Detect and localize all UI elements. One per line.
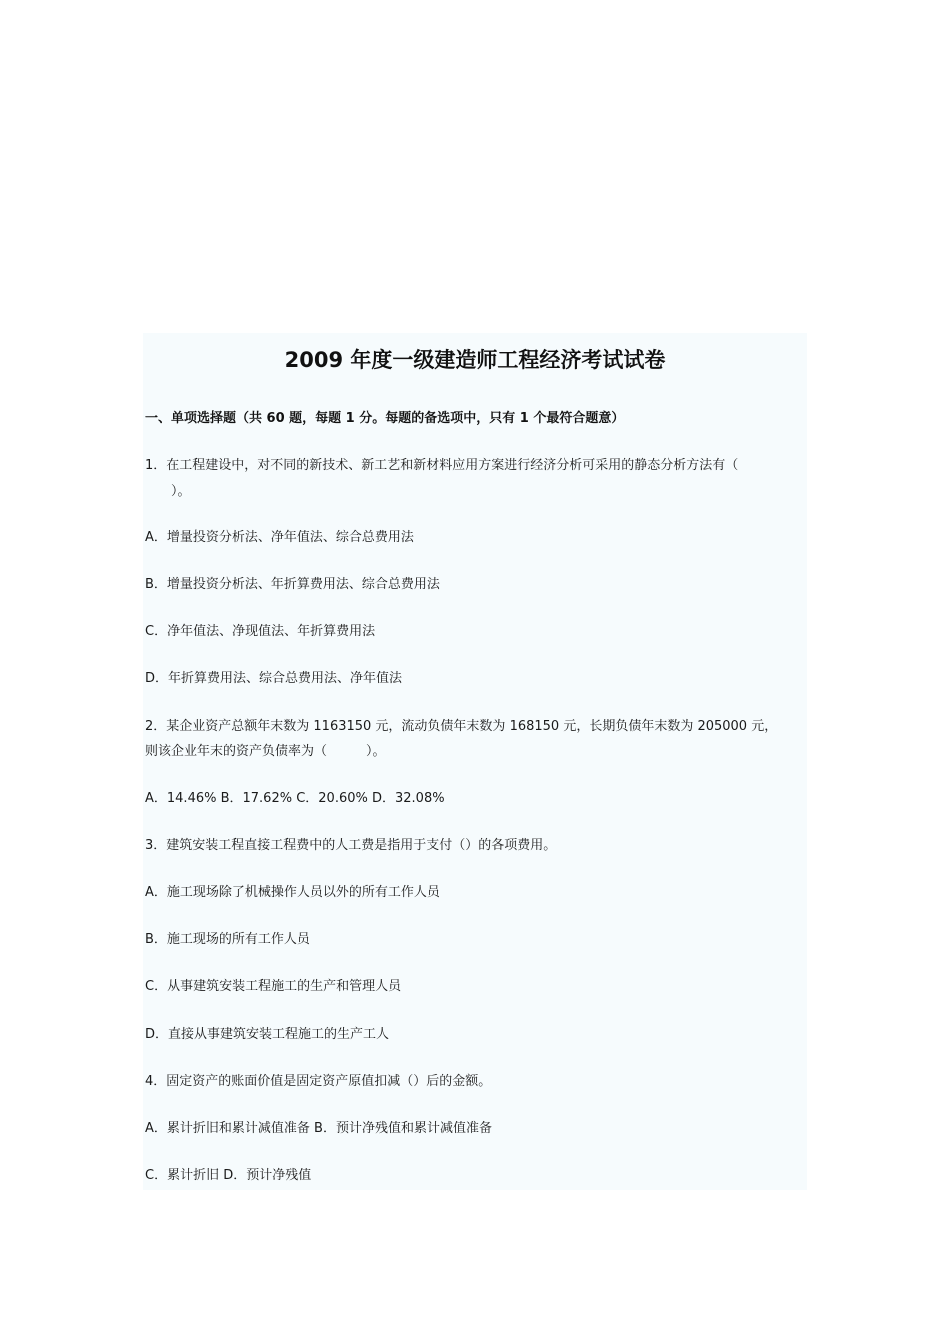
question-1-stem-line-1: 1．在工程建设中，对不同的新技术、新工艺和新材料应用方案进行经济分析可采用的静态分析方法有（ — [145, 458, 739, 473]
question-1-option-b: B．增量投资分析法、年折算费用法、综合总费用法 — [145, 577, 440, 592]
document-title: 2009 年度一级建造师工程经济考试试卷 — [284, 348, 666, 372]
question-1-option-a: A．增量投资分析法、净年值法、综合总费用法 — [145, 530, 414, 545]
question-1-option-c: C．净年值法、净现值法、年折算费用法 — [145, 624, 376, 639]
question-1-stem-line-2: ）。 — [145, 484, 191, 499]
question-4-options-cd: C．累计折旧 D．预计净残值 — [145, 1168, 312, 1183]
question-4-options-ab: A．累计折旧和累计减值准备 B．预计净残值和累计减值准备 — [145, 1121, 492, 1136]
question-3-option-d: D．直接从事建筑安装工程施工的生产工人 — [145, 1027, 390, 1042]
question-1-option-d: D．年折算费用法、综合总费用法、净年值法 — [145, 671, 403, 686]
section-heading: 一、单项选择题（共 60 题，每题 1 分。每题的备选项中，只有 1 个最符合题意） — [145, 411, 625, 426]
question-3-stem: 3．建筑安装工程直接工程费中的人工费是指用于支付（）的各项费用。 — [145, 838, 557, 853]
question-2-options: A．14.46% B．17.62% C．20.60% D．32.08% — [145, 791, 445, 806]
question-2-stem-line-1: 2．某企业资产总额年末数为 1163150 元，流动负债年末数为 168150 元，长期负债年末数为 205000 元， — [145, 719, 778, 734]
question-2-stem-line-2: 则该企业年末的资产负债率为（ ）。 — [145, 744, 386, 759]
question-3-option-b: B．施工现场的所有工作人员 — [145, 932, 310, 947]
question-4-stem: 4．固定资产的账面价值是固定资产原值扣减（）后的金额。 — [145, 1074, 492, 1089]
exam-paper-content — [143, 333, 807, 1190]
question-3-option-c: C．从事建筑安装工程施工的生产和管理人员 — [145, 979, 402, 994]
question-3-option-a: A．施工现场除了机械操作人员以外的所有工作人员 — [145, 885, 440, 900]
